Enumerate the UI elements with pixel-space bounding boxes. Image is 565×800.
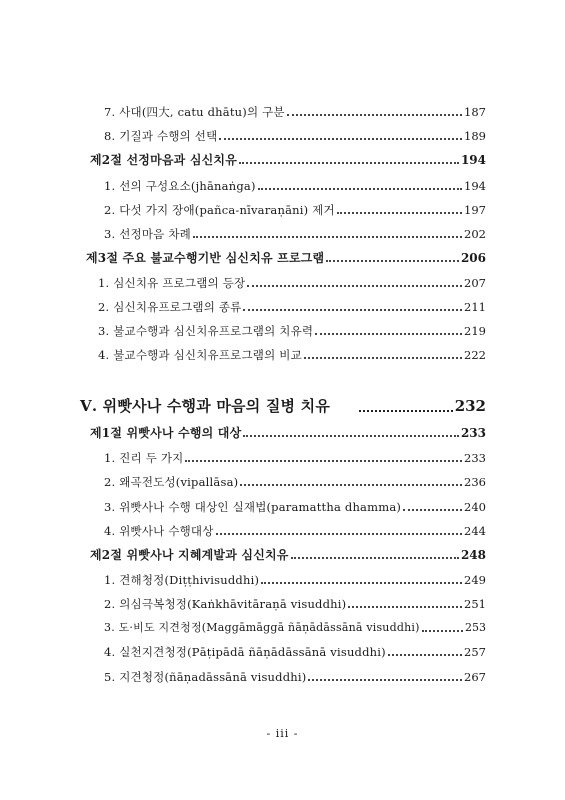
- toc-entry-page: 194: [464, 179, 486, 193]
- toc-entry-page: 197: [464, 203, 486, 217]
- toc-entry[interactable]: [104, 475, 486, 489]
- toc-section-page: 233: [460, 426, 486, 440]
- dot-leader: [304, 356, 462, 359]
- toc-entry-page: 267: [464, 670, 486, 684]
- toc-section[interactable]: [90, 426, 486, 440]
- dot-leader: [185, 459, 462, 462]
- toc-entry-page: 211: [464, 300, 486, 314]
- toc-section-title: 제2절 선정마음과 심신치유: [90, 153, 238, 167]
- toc-section[interactable]: [90, 153, 486, 167]
- toc-section-page: 206: [460, 251, 486, 265]
- dot-leader: [315, 332, 462, 335]
- dot-leader: [308, 678, 462, 681]
- toc-entry-page: 253: [465, 621, 486, 634]
- dot-leader: [422, 629, 463, 632]
- toc-entry-page: 189: [464, 129, 486, 143]
- toc-section-page: 248: [460, 548, 486, 562]
- toc-entry-title: 1. 심신치유 프로그램의 등장: [98, 276, 246, 290]
- dot-leader: [403, 508, 462, 511]
- toc-entry-page: 240: [464, 500, 486, 514]
- toc-entry[interactable]: [104, 451, 486, 465]
- dot-leader: [359, 409, 453, 412]
- dot-leader: [348, 605, 462, 608]
- dot-leader: [239, 161, 459, 164]
- toc-section[interactable]: [90, 548, 486, 562]
- dot-leader: [291, 556, 459, 559]
- dot-leader: [243, 308, 462, 311]
- toc-entry[interactable]: [104, 179, 486, 193]
- toc-entry-page: 251: [464, 597, 486, 611]
- toc-section-title: 제2절 위빳사나 지혜계발과 심신치유: [90, 548, 289, 562]
- toc-entry-page: 233: [464, 451, 486, 465]
- dot-leader: [240, 483, 462, 486]
- toc-entry-title: 1. 견해청정(Diṭṭhivisuddhi): [104, 573, 260, 587]
- toc-entry-page: 219: [464, 324, 486, 338]
- toc-entry-title: 2. 왜곡전도성(vipallāsa): [104, 475, 239, 489]
- toc-chapter[interactable]: [80, 397, 486, 415]
- toc-entry-title: 4. 불교수행과 심신치유프로그램의 비교: [98, 348, 302, 362]
- dot-leader: [219, 137, 462, 140]
- toc-entry-title: 2. 의심극복청정(Kaṅkhāvitāraṇā visuddhi): [104, 597, 347, 611]
- toc-entry[interactable]: [98, 300, 486, 314]
- toc-entry-title: 5. 지견청정(ñāṇadāssānā visuddhi): [104, 670, 307, 684]
- toc-entry-page: 244: [464, 524, 486, 538]
- page-number-footer: - iii -: [266, 727, 299, 740]
- toc-entry-title: 3. 위빳사나 수행 대상인 실재법(paramattha dhamma): [104, 500, 402, 514]
- dot-leader: [258, 187, 462, 190]
- toc-entry[interactable]: [104, 227, 486, 241]
- toc-entry-title: 2. 심신치유프로그램의 종류: [98, 300, 242, 314]
- toc-entry-title: 4. 실천지견청정(Pāṭipādā ñāṇādāssānā visuddhi): [104, 645, 386, 659]
- toc-entry-title: 1. 선의 구성요소(jhānaṅga): [104, 179, 256, 193]
- toc-entry[interactable]: [104, 573, 486, 587]
- toc-entry[interactable]: [104, 500, 486, 514]
- toc-entry[interactable]: [104, 597, 486, 611]
- toc-entry[interactable]: [98, 348, 486, 362]
- toc-entry[interactable]: [104, 524, 486, 538]
- dot-leader: [247, 284, 462, 287]
- dot-leader: [337, 211, 462, 214]
- toc-section-page: 194: [460, 153, 486, 167]
- toc-entry-page: 236: [464, 475, 486, 489]
- dot-leader: [243, 434, 459, 437]
- toc-entry-title: 2. 다섯 가지 장애(pañca-nīvaraṇāni) 제거: [104, 203, 335, 217]
- dot-leader: [287, 113, 462, 116]
- toc-entry[interactable]: [104, 203, 486, 217]
- toc-entry-page: 257: [464, 645, 486, 659]
- toc-entry-title: 3. 불교수행과 심신치유프로그램의 치유력: [98, 324, 314, 338]
- dot-leader: [388, 653, 462, 656]
- dot-leader: [193, 235, 462, 238]
- toc-entry-title: 3. 도·비도 지견청정(Maggāmāggā ñāṇādāssānā visuddhi): [104, 621, 420, 634]
- toc-entry-page: 202: [464, 227, 486, 241]
- toc-entry-page: 207: [464, 276, 486, 290]
- toc-entry-title: 4. 위빳사나 수행대상: [104, 524, 214, 538]
- toc-section[interactable]: [86, 251, 486, 265]
- toc-entry[interactable]: [104, 129, 486, 143]
- toc-entry-page: 222: [464, 348, 486, 362]
- toc-entry-title: 8. 기질과 수행의 선택: [104, 129, 218, 143]
- toc-entry-title: 1. 진리 두 가지: [104, 451, 184, 465]
- toc-entry[interactable]: [98, 324, 486, 338]
- toc-entry[interactable]: [98, 276, 486, 290]
- dot-leader: [326, 259, 459, 262]
- toc-entry[interactable]: [104, 105, 486, 119]
- toc-section-title: 제3절 주요 불교수행기반 심신치유 프로그램: [86, 251, 325, 265]
- toc-entry-page: 249: [464, 573, 486, 587]
- toc-entry-page: 187: [464, 105, 486, 119]
- toc-entry-title: 3. 선정마음 차례: [104, 227, 191, 241]
- toc-entry[interactable]: [104, 670, 486, 684]
- dot-leader: [216, 532, 462, 535]
- dot-leader: [261, 581, 462, 584]
- toc-entry[interactable]: [104, 621, 486, 635]
- toc-entry-title: 7. 사대(四大, catu dhātu)의 구분: [104, 105, 285, 119]
- toc-section-title: 제1절 위빳사나 수행의 대상: [90, 426, 242, 440]
- toc-chapter-title: Ⅴ. 위빳사나 수행과 마음의 질병 치유: [80, 397, 331, 415]
- toc-chapter-page: 232: [454, 397, 486, 415]
- toc-entry[interactable]: [104, 645, 486, 659]
